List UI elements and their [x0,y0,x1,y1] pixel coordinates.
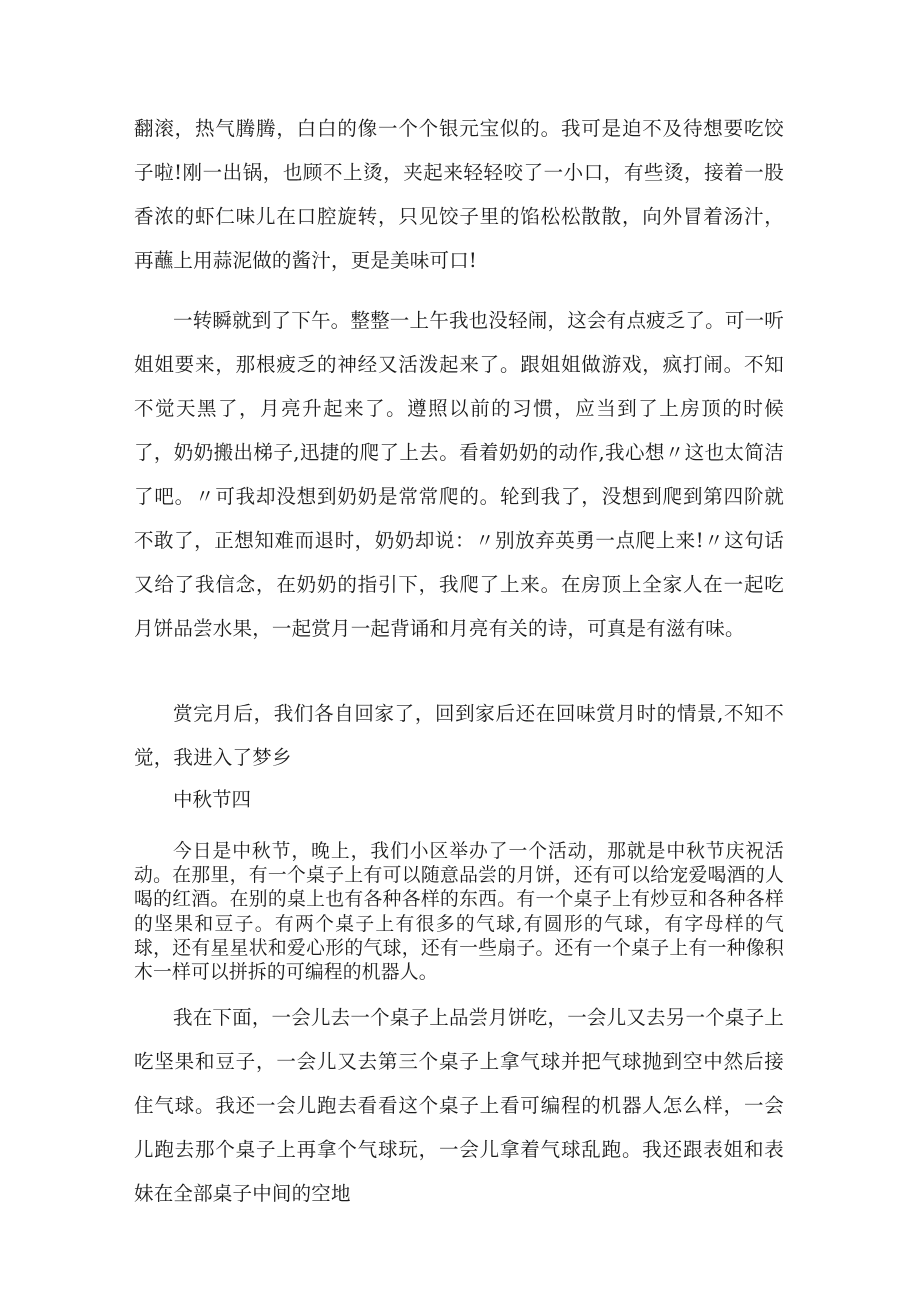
paragraph-afternoon: 一转瞬就到了下午。整整一上午我也没轻闹，这会有点疲乏了。可一听姐姐要来，那根疲乏的神经又活泼起来了。跟姐姐做游戏，疯打闹。不知不觉天黑了，月亮升起来了。遵照以前的习惯，应当到了上房顶的时候了，奶奶搬出梯子,迅捷的爬了上去。看着奶奶的动作,我心想〃这也太简洁了吧。〃可我却没想到奶奶是常常爬的。轮到我了，没想到爬到第四阶就不敢了，正想知难而退时，奶奶却说：〃别放弃英勇一点爬上来!〃这句话又给了我信念，在奶奶的指引下，我爬了上来。在房顶上全家人在一起吃月饼品尝水果，一起赏月一起背诵和月亮有关的诗，可真是有滋有味。 [134,309,784,640]
paragraph-dreamland: 赏完月后，我们各自回家了，回到家后还在回味赏月时的情景,不知不觉，我进入了梦乡 [134,702,784,769]
paragraph-dumplings: 翻滚，热气腾腾，白白的像一个个银元宝似的。我可是迫不及待想要吃饺子啦!刚一出锅，也顾不上烫，夹起来轻轻咬了一小口，有些烫，接着一股香浓的虾仁味儿在口腔旋转，只见饺子里的馅松松散散，向外冒着汤汁，再蘸上用蒜泥做的酱汁，更是美味可口! [134,117,784,272]
paragraph-festival-event: 今日是中秋节，晚上，我们小区举办了一个活动，那就是中秋节庆祝活动。在那里，有一个桌子上有可以随意品尝的月饼，还有可以给宠爱喝酒的人喝的红酒。在别的桌上也有各种各样的东西。有一个桌子上有炒豆和各种各样的坚果和豆子。有两个桌子上有很多的气球,有圆形的气球，有字母样的气球，还有星星状和爱心形的气球，还有一些扇子。还有一个桌子上有一种像积木一样可以拼拆的可编程的机器人。 [134,841,784,984]
paragraph-activities: 我在下面，一会儿去一个桌子上品尝月饼吃，一会儿又去另一个桌子上吃坚果和豆子，一会儿又去第三个桌子上拿气球并把气球抛到空中然后接住气球。我还一会儿跑去看看这个桌子上看可编程的机器人怎么样，一会儿跑去那个桌子上再拿个气球玩，一会儿拿着气球乱跑。我还跟表姐和表妹在全部桌子中间的空地 [134,1006,784,1205]
section-heading: 中秋节四 [173,788,252,811]
